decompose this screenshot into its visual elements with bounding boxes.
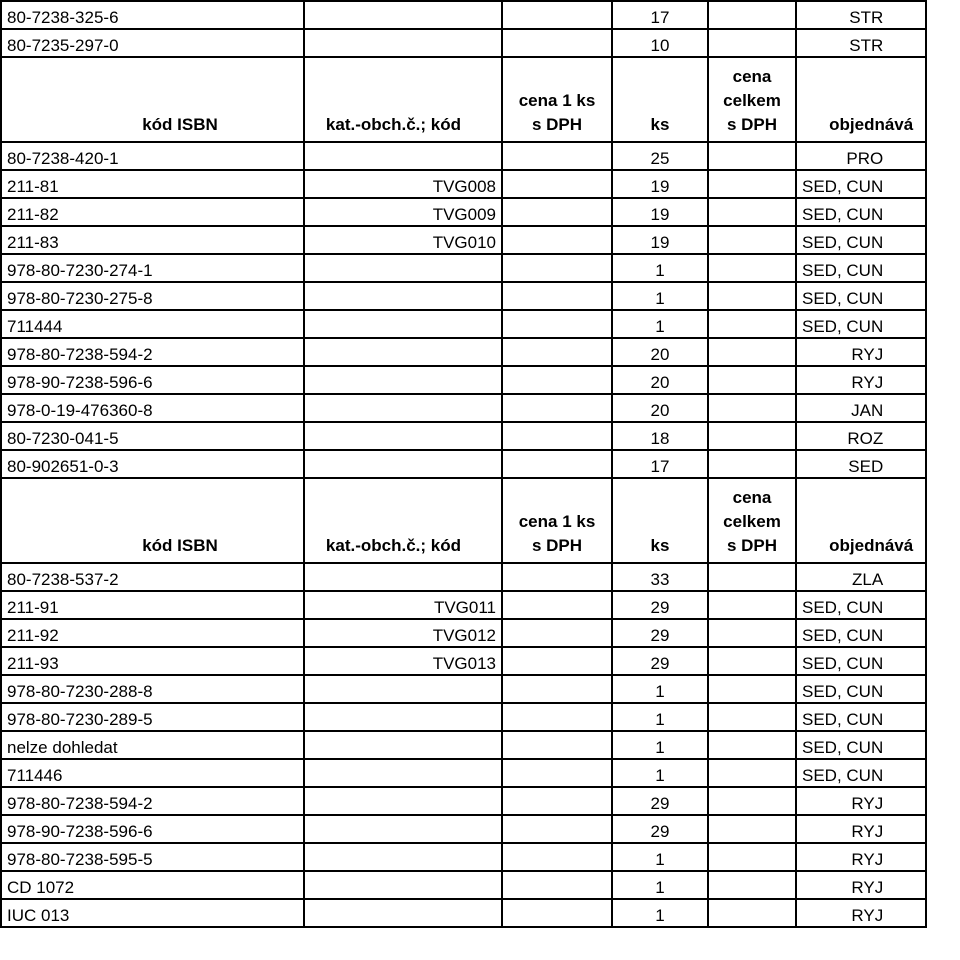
cell-isbn: 211-81	[1, 170, 304, 198]
cell-unit-price	[502, 647, 612, 675]
cell-quantity: 1	[612, 843, 708, 871]
cell-quantity: 1	[612, 899, 708, 927]
cell-kat-obch-code	[304, 29, 502, 57]
table-row	[1, 899, 926, 927]
cell-unit-price	[502, 675, 612, 703]
cell-quantity: 18	[612, 422, 708, 450]
header-isbn: kód ISBN	[1, 478, 304, 563]
cell-isbn: IUC 013	[1, 899, 304, 927]
cell-kat-obch-code	[304, 282, 502, 310]
cell-unit-price	[502, 366, 612, 394]
cell-isbn: 211-93	[1, 647, 304, 675]
cell-isbn: 211-83	[1, 226, 304, 254]
cell-unit-price	[502, 338, 612, 366]
cell-total-price	[708, 787, 796, 815]
cell-kat-obch-code	[304, 703, 502, 731]
table-row	[1, 647, 926, 675]
cell-quantity: 20	[612, 338, 708, 366]
cell-unit-price	[502, 282, 612, 310]
table-row	[1, 170, 926, 198]
cell-quantity: 29	[612, 815, 708, 843]
table-row	[1, 1, 926, 29]
cell-kat-obch-code	[304, 254, 502, 282]
cell-kat-obch-code	[304, 731, 502, 759]
cell-kat-obch-code: TVG013	[304, 647, 502, 675]
cell-isbn: 211-91	[1, 591, 304, 619]
cell-total-price	[708, 759, 796, 787]
cell-kat-obch-code	[304, 787, 502, 815]
cell-ordered-by: RYJ	[796, 871, 926, 899]
cell-total-price	[708, 422, 796, 450]
cell-ordered-by: ZLA	[796, 563, 926, 591]
cell-total-price	[708, 647, 796, 675]
table-row	[1, 843, 926, 871]
cell-quantity: 1	[612, 871, 708, 899]
table-row	[1, 703, 926, 731]
table-row	[1, 450, 926, 478]
cell-isbn: 978-80-7238-594-2	[1, 338, 304, 366]
header-unit-price: cena 1 ks s DPH	[502, 478, 612, 563]
cell-quantity: 25	[612, 142, 708, 170]
cell-isbn: 80-7238-420-1	[1, 142, 304, 170]
cell-kat-obch-code	[304, 871, 502, 899]
cell-unit-price	[502, 198, 612, 226]
cell-kat-obch-code	[304, 310, 502, 338]
cell-quantity: 20	[612, 394, 708, 422]
cell-kat-obch-code	[304, 366, 502, 394]
cell-unit-price	[502, 450, 612, 478]
cell-isbn: CD 1072	[1, 871, 304, 899]
table-row	[1, 366, 926, 394]
cell-ordered-by: STR	[796, 1, 926, 29]
cell-ordered-by: SED, CUN	[796, 310, 926, 338]
cell-total-price	[708, 198, 796, 226]
cell-total-price	[708, 591, 796, 619]
cell-unit-price	[502, 787, 612, 815]
cell-isbn: 711446	[1, 759, 304, 787]
cell-kat-obch-code	[304, 675, 502, 703]
cell-total-price	[708, 29, 796, 57]
cell-ordered-by: SED, CUN	[796, 619, 926, 647]
cell-quantity: 29	[612, 619, 708, 647]
table-row	[1, 338, 926, 366]
cell-quantity: 33	[612, 563, 708, 591]
cell-quantity: 10	[612, 29, 708, 57]
cell-ordered-by: RYJ	[796, 787, 926, 815]
cell-total-price	[708, 563, 796, 591]
table-row	[1, 815, 926, 843]
cell-unit-price	[502, 394, 612, 422]
cell-ordered-by: SED, CUN	[796, 675, 926, 703]
cell-kat-obch-code	[304, 843, 502, 871]
cell-unit-price	[502, 563, 612, 591]
cell-ordered-by: RYJ	[796, 899, 926, 927]
cell-kat-obch-code	[304, 422, 502, 450]
cell-isbn: 80-7238-325-6	[1, 1, 304, 29]
cell-kat-obch-code	[304, 563, 502, 591]
cell-isbn: 978-80-7238-594-2	[1, 787, 304, 815]
cell-unit-price	[502, 899, 612, 927]
table-row	[1, 282, 926, 310]
cell-ordered-by: STR	[796, 29, 926, 57]
table-row	[1, 142, 926, 170]
order-table-body	[1, 1, 926, 927]
cell-unit-price	[502, 29, 612, 57]
cell-isbn: 978-90-7238-596-6	[1, 366, 304, 394]
cell-unit-price	[502, 591, 612, 619]
cell-total-price	[708, 282, 796, 310]
cell-total-price	[708, 254, 796, 282]
header-quantity: ks	[612, 57, 708, 142]
cell-isbn: 80-902651-0-3	[1, 450, 304, 478]
cell-kat-obch-code: TVG010	[304, 226, 502, 254]
cell-unit-price	[502, 871, 612, 899]
cell-unit-price	[502, 759, 612, 787]
table-row	[1, 787, 926, 815]
header-ordered-by: objednává	[796, 478, 926, 563]
cell-quantity: 1	[612, 703, 708, 731]
cell-total-price	[708, 170, 796, 198]
cell-unit-price	[502, 422, 612, 450]
cell-ordered-by: RYJ	[796, 366, 926, 394]
cell-unit-price	[502, 142, 612, 170]
cell-total-price	[708, 899, 796, 927]
table-row	[1, 871, 926, 899]
cell-isbn: nelze dohledat	[1, 731, 304, 759]
cell-ordered-by: RYJ	[796, 338, 926, 366]
table-row	[1, 675, 926, 703]
cell-ordered-by: SED, CUN	[796, 647, 926, 675]
cell-unit-price	[502, 226, 612, 254]
cell-isbn: 80-7238-537-2	[1, 563, 304, 591]
cell-quantity: 29	[612, 787, 708, 815]
cell-kat-obch-code	[304, 450, 502, 478]
cell-quantity: 1	[612, 282, 708, 310]
table-row	[1, 394, 926, 422]
table-row	[1, 422, 926, 450]
cell-unit-price	[502, 731, 612, 759]
cell-kat-obch-code	[304, 899, 502, 927]
table-row	[1, 563, 926, 591]
cell-unit-price	[502, 1, 612, 29]
cell-ordered-by: PRO	[796, 142, 926, 170]
cell-isbn: 978-80-7230-289-5	[1, 703, 304, 731]
cell-kat-obch-code	[304, 1, 502, 29]
cell-quantity: 17	[612, 450, 708, 478]
table-row	[1, 310, 926, 338]
cell-total-price	[708, 394, 796, 422]
cell-total-price	[708, 142, 796, 170]
cell-total-price	[708, 675, 796, 703]
cell-quantity: 19	[612, 198, 708, 226]
cell-ordered-by: RYJ	[796, 843, 926, 871]
cell-isbn: 978-0-19-476360-8	[1, 394, 304, 422]
cell-ordered-by: SED, CUN	[796, 254, 926, 282]
cell-ordered-by: SED	[796, 450, 926, 478]
cell-isbn: 211-82	[1, 198, 304, 226]
cell-quantity: 20	[612, 366, 708, 394]
table-header-row	[1, 478, 926, 563]
table-header-row	[1, 57, 926, 142]
table-row	[1, 198, 926, 226]
cell-ordered-by: SED, CUN	[796, 198, 926, 226]
table-row	[1, 29, 926, 57]
cell-ordered-by: ROZ	[796, 422, 926, 450]
cell-ordered-by: SED, CUN	[796, 759, 926, 787]
cell-isbn: 978-80-7238-595-5	[1, 843, 304, 871]
header-total-price: cena celkem s DPH	[708, 57, 796, 142]
cell-isbn: 978-80-7230-274-1	[1, 254, 304, 282]
cell-quantity: 17	[612, 1, 708, 29]
header-kat-obch-code: kat.-obch.č.; kód	[304, 57, 502, 142]
cell-isbn: 978-80-7230-288-8	[1, 675, 304, 703]
table-row	[1, 619, 926, 647]
cell-kat-obch-code	[304, 142, 502, 170]
cell-ordered-by: SED, CUN	[796, 731, 926, 759]
cell-isbn: 978-90-7238-596-6	[1, 815, 304, 843]
cell-ordered-by: SED, CUN	[796, 591, 926, 619]
cell-quantity: 1	[612, 731, 708, 759]
cell-kat-obch-code: TVG009	[304, 198, 502, 226]
table-row	[1, 759, 926, 787]
cell-total-price	[708, 338, 796, 366]
cell-total-price	[708, 619, 796, 647]
table-row	[1, 226, 926, 254]
cell-total-price	[708, 871, 796, 899]
cell-total-price	[708, 226, 796, 254]
table-row	[1, 731, 926, 759]
header-isbn: kód ISBN	[1, 57, 304, 142]
cell-quantity: 1	[612, 254, 708, 282]
header-quantity: ks	[612, 478, 708, 563]
cell-quantity: 1	[612, 310, 708, 338]
cell-total-price	[708, 815, 796, 843]
cell-quantity: 1	[612, 759, 708, 787]
cell-total-price	[708, 1, 796, 29]
cell-kat-obch-code	[304, 338, 502, 366]
cell-unit-price	[502, 619, 612, 647]
cell-ordered-by: SED, CUN	[796, 170, 926, 198]
cell-kat-obch-code	[304, 759, 502, 787]
cell-unit-price	[502, 170, 612, 198]
cell-unit-price	[502, 815, 612, 843]
cell-ordered-by: SED, CUN	[796, 226, 926, 254]
cell-isbn: 978-80-7230-275-8	[1, 282, 304, 310]
header-unit-price: cena 1 ks s DPH	[502, 57, 612, 142]
cell-quantity: 19	[612, 170, 708, 198]
header-total-price: cena celkem s DPH	[708, 478, 796, 563]
cell-quantity: 29	[612, 591, 708, 619]
cell-isbn: 80-7230-041-5	[1, 422, 304, 450]
cell-unit-price	[502, 843, 612, 871]
cell-ordered-by: JAN	[796, 394, 926, 422]
table-row	[1, 254, 926, 282]
cell-ordered-by: SED, CUN	[796, 282, 926, 310]
cell-kat-obch-code: TVG012	[304, 619, 502, 647]
cell-kat-obch-code: TVG008	[304, 170, 502, 198]
table-row	[1, 591, 926, 619]
cell-total-price	[708, 310, 796, 338]
cell-total-price	[708, 450, 796, 478]
header-kat-obch-code: kat.-obch.č.; kód	[304, 478, 502, 563]
cell-total-price	[708, 366, 796, 394]
cell-isbn: 80-7235-297-0	[1, 29, 304, 57]
cell-unit-price	[502, 310, 612, 338]
cell-unit-price	[502, 703, 612, 731]
cell-quantity: 29	[612, 647, 708, 675]
cell-isbn: 211-92	[1, 619, 304, 647]
cell-kat-obch-code: TVG011	[304, 591, 502, 619]
cell-quantity: 19	[612, 226, 708, 254]
cell-total-price	[708, 731, 796, 759]
cell-kat-obch-code	[304, 394, 502, 422]
cell-total-price	[708, 843, 796, 871]
cell-isbn: 711444	[1, 310, 304, 338]
cell-unit-price	[502, 254, 612, 282]
cell-kat-obch-code	[304, 815, 502, 843]
cell-ordered-by: SED, CUN	[796, 703, 926, 731]
header-ordered-by: objednává	[796, 57, 926, 142]
cell-ordered-by: RYJ	[796, 815, 926, 843]
cell-quantity: 1	[612, 675, 708, 703]
cell-total-price	[708, 703, 796, 731]
